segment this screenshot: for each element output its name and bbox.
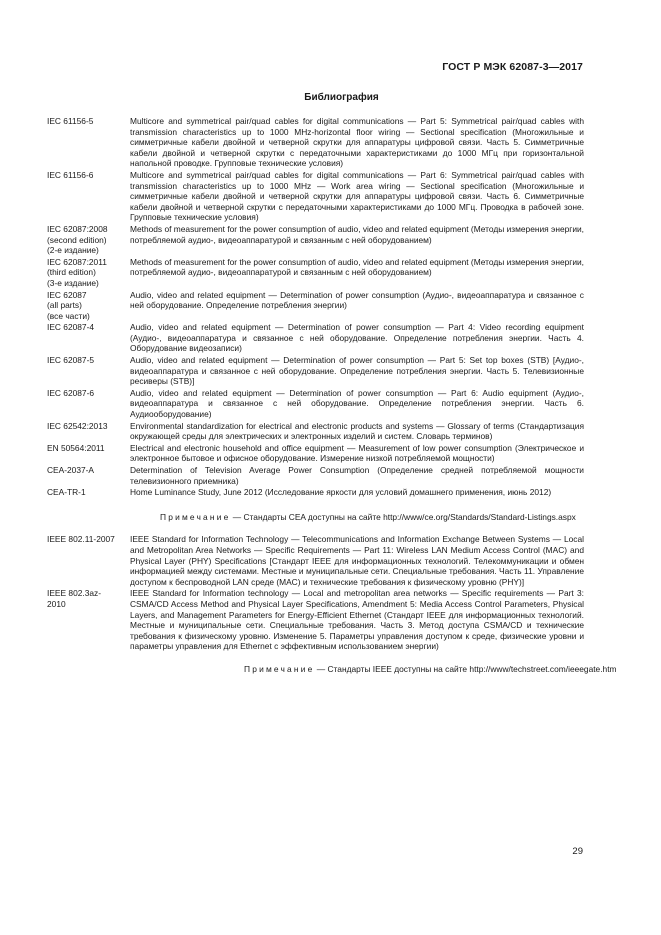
note-label: Примечание [160, 511, 231, 522]
entry-reference: IEC 61156-6 [47, 169, 94, 180]
note-text: — Стандарты CEA доступны на сайте http://www/ce.org/Standards/Standard-Listings.aspx [230, 511, 576, 522]
entry-description: Audio, video and related equipment — Determination of power consumption — Part 4: Video recording equipment (Аудио-, видеоаппаратура и связанное с ней оборудование. Определение потребления энергии. Часть 4. Оборудование видеозаписи) [130, 322, 584, 354]
bibliography-entry [47, 322, 584, 354]
entry-description: Audio, video and related equipment — Determination of power consumption — Part 6: Audio equipment (Аудио-, видеоаппаратура и связанное с ней оборудование. Определение потребления энергии. Часть 6. Аудиооборудование) [130, 387, 584, 420]
note-label: Примечание [244, 663, 315, 674]
entry-description: Audio, video and related equipment — Determination of power consumption (Аудио-, видеоаппаратура и связанное с ней оборудование. Определение потребления энергии) [130, 289, 584, 311]
entry-reference: IEC 62087-5 [47, 355, 95, 366]
page-number: 29 [572, 846, 583, 857]
standard-code: ГОСТ Р МЭК 62087-3—2017 [442, 61, 583, 73]
bibliography-entry [47, 290, 584, 322]
bibliography-entry [47, 170, 584, 223]
entry-reference: CEA-2037-A [47, 465, 95, 475]
entry-description: Methods of measurement for the power consumption of audio, video and related equipment (Методы измерения энергии, потребляемой аудио-, видеоаппаратурой и связанным с ней оборудованием) [130, 256, 584, 278]
entry-reference: EN 50564:2011 [47, 442, 105, 453]
bibliography-entry [47, 534, 584, 587]
entry-description: Environmental standardization for electrical and electronic products and systems — Glossary of terms (Стандартизация окружающей среды для электрических и электронных изделий и систем. Словарь терминов) [130, 420, 584, 442]
entry-reference: IEC 62087:2011 (third edition) (3-е издание) [47, 256, 107, 288]
note-cea [47, 512, 584, 523]
bibliography-entries-ieee [47, 534, 584, 652]
entry-description: Methods of measurement for the power consumption of audio, video and related equipment (Методы измерения энергии, потребляемой аудио-, видеоаппаратурой и связанным с ней оборудованием) [130, 223, 584, 245]
entry-reference: IEC 62542:2013 [47, 420, 108, 431]
page-title: Библиография [304, 92, 379, 103]
entry-reference: IEEE 802.11-2007 [47, 534, 115, 545]
bibliography-entries [47, 116, 584, 498]
entry-reference: IEC 62087:2008 (second edition) (2-е издание) [47, 223, 108, 256]
entry-description: Electrical and electronic household and office equipment — Measurement of low power consumption (Электрическое и электронное бытовое и офисное оборудование. Измерение низкой потребляемой мощности) [130, 442, 584, 464]
bibliography-entry [47, 388, 584, 420]
entry-description: Multicore and symmetrical pair/quad cables for digital communications — Part 5: Symmetrical pair/quad cables with transmission characteristics up to 1000 MHz-horizontal floor wiring — Sectional specification (Многожильные и симметричные кабели двойной и четверной скрутки для аппаратуры цифровой связи. Часть 5. Симметричные кабели двойной и четверной скрутки с передаточными характеристиками до 1000 МГц при горизонтальной напольной проводке. Групповые технические условия) [130, 116, 584, 169]
bibliography-entry [47, 224, 584, 256]
bibliography-entry [47, 421, 584, 442]
entry-reference: IEEE 802.3az- 2010 [47, 588, 102, 609]
entry-description: Multicore and symmetrical pair/quad cables for digital communications — Part 6: Symmetrical pair/quad cables with transmission characteristics up to 1000 MHz — Work area wiring — Sectional specification (Многожильные и симметричные кабели двойной и четверной скрутки для аппаратуры цифровой связи. Часть 6. Симметричные кабели двойной и четверной скрутки с передаточными характеристиками до 1000 МГц. Проводка в рабочей зоне. Групповые технические условия) [130, 169, 584, 223]
entry-description: Determination of Television Average Power Consumption (Определение средней потребляемой мощности телевизионного приемника) [130, 465, 584, 486]
bibliography-entry [47, 443, 584, 464]
note-text: — Стандарты IEEE доступны на сайте http://www/techstreet.com/ieeegate.htm [314, 663, 617, 674]
bibliography-entry [47, 465, 584, 486]
entry-description: IEEE Standard for Information technology — Local and metropolitan area networks — Specific requirements — Part 3: CSMA/CD Access Method and Physical Layer Specifications, Amendment 5: Media Access Control Parameters, Physical Layers, and Management Parameters for Energy-Efficient Ethernet (Стандарт IEEE для информационных технологий. Местные и муниципальные сети. Специальные требования. Часть 3. Метод доступа CSMA/CD и технические требования к физическому уровню. Изменение 5. Параметры управления доступом к среде, физические уровни и параметры управления для Ethernet с эффективным использованием энергии) [130, 588, 584, 652]
entry-reference: IEC 62087 (all parts) (все части) [47, 289, 90, 321]
entry-description: IEEE Standard for Information Technology — Telecommunications and Information Exchange Between Systems — Local and Metropolitan Area Networks — Specific Requirements — Part 11: Wireless LAN Medium Access Control (MAC) and Physical Layer (PHY) Specifications [Стандарт IEEE для информационных технологий. Телекоммуникации и обмен информацией между системами. Местные и муниципальные сети. Специальные требования. Часть 11. Управление доступом к беспроводной LAN среде (MAC) и технические требования к физическому уровню (PHY)] [130, 534, 584, 587]
bibliography-entry [47, 257, 584, 289]
entry-description: Home Luminance Study, June 2012 (Исследование яркости для условий домашнего применения, июнь 2012) [130, 487, 552, 498]
bibliography-list [47, 116, 617, 675]
entry-description: Audio, video and related equipment — Determination of power consumption — Part 5: Set top boxes (STB) [Аудио-, видеоаппаратура и связанное с ней оборудование. Определение потребления энергии. Часть 5. Телевизионные ресиверы (STB)] [130, 355, 584, 387]
bibliography-entry [47, 487, 584, 498]
note-ieee [47, 663, 617, 675]
bibliography-entry [47, 588, 584, 652]
entry-reference: CEA-TR-1 [47, 487, 86, 498]
entry-reference: IEC 62087-6 [47, 387, 95, 398]
bibliography-entry [47, 116, 584, 169]
bibliography-entry [47, 355, 584, 387]
entry-reference: IEC 62087-4 [47, 322, 95, 333]
entry-reference: IEC 61156-5 [47, 116, 94, 126]
